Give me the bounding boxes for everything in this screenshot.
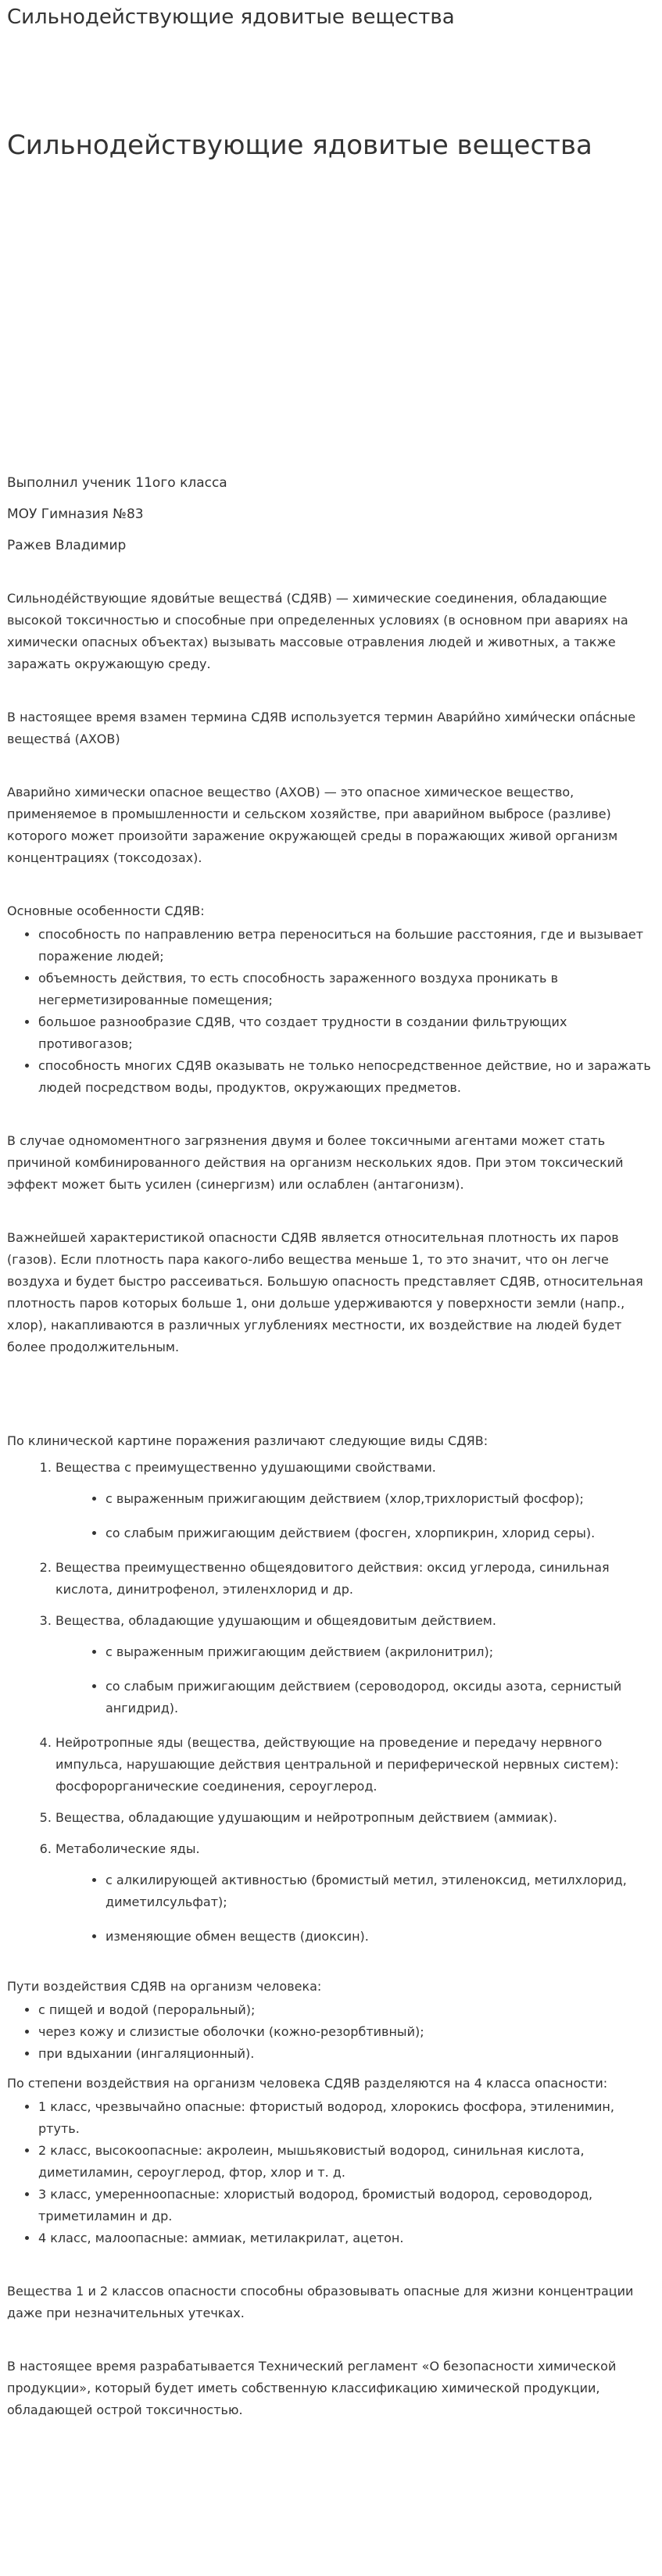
list-item-text: Вещества, обладающие удушающим и общеядовитым действием. bbox=[55, 1613, 496, 1628]
list-item bbox=[55, 1457, 655, 1544]
list-item-text: Метаболические яды. bbox=[55, 1841, 200, 1856]
hazard-classes-label: По степени воздействия на организм человека СДЯВ разделяются на 4 класса опасности: bbox=[7, 2076, 608, 2091]
features-label: Основные особенности СДЯВ: bbox=[7, 903, 205, 918]
exposure-label: Пути воздействия СДЯВ на организм человека: bbox=[7, 1979, 322, 1994]
list-item: • при вдыхании (ингаляционный). bbox=[38, 2043, 655, 2065]
list-item: • с выраженным прижигающим действием (хлор,трихлористый фосфор); bbox=[106, 1488, 655, 1510]
paragraph-combined: В случае одномоментного загрязнения двумя и более токсичными агентами может стать причиной комбинированного действия на организм нескольких ядов. При этом токсический эффект может быть усилен (синергизм) или ослаблен (антагонизм). bbox=[7, 1133, 624, 1192]
sublist bbox=[91, 1488, 655, 1544]
list-item: • через кожу и слизистые оболочки (кожно-резорбтивный); bbox=[38, 2021, 655, 2043]
paragraph-definition: Сильноде́йствующие ядови́тые вещества́ (СДЯВ) — химические соединения, обладающие высокой токсичностью и способные при определенных условиях (в основном при авариях на химически опасных объектах) вызывать массовые отравления людей и животных, а также заражать окружающую среду. bbox=[7, 591, 628, 671]
document-heading: Сильнодействующие ядовитые вещества bbox=[7, 130, 592, 161]
author-line-3: Ражев Владимир bbox=[7, 538, 127, 553]
list-item: • 3 класс, умеренноопасные: хлористый водород, бромистый водород, сероводород, триметиламин и др. bbox=[38, 2184, 655, 2227]
list-item: • 2 класс, высокоопасные: акролеин, мышьяковистый водород, синильная кислота, диметиламин, сероуглерод, фтор, хлор и т. д. bbox=[38, 2140, 655, 2184]
paragraph-leaks: Вещества 1 и 2 классов опасности способны образовывать опасные для жизни концентрации даже при незначительных утечках. bbox=[7, 2284, 634, 2320]
page-title: Сильнодействующие ядовитые вещества bbox=[7, 5, 455, 29]
exposure-list bbox=[7, 1999, 655, 2065]
list-item: 2. Вещества преимущественно общеядовитого действия: оксид углерода, синильная кислота, динитрофенол, этиленхлорид и др. bbox=[55, 1557, 655, 1601]
paragraph-term: В настоящее время взамен термина СДЯВ используется термин Авари́йно хими́чески опа́сные вещества́ (АХОВ) bbox=[7, 710, 636, 746]
clinical-types-list bbox=[7, 1457, 655, 1948]
paragraph-regulation: В настоящее время разрабатывается Технический регламент «О безопасности химической продукции», который будет иметь собственную классификацию химической продукции, обладающей острой токсичностью. bbox=[7, 2359, 617, 2417]
list-item: • большое разнообразие СДЯВ, что создает трудности в создании фильтрующих противогазов; bbox=[38, 1011, 655, 1055]
sublist bbox=[91, 1869, 655, 1948]
list-item bbox=[55, 1838, 655, 1948]
author-block bbox=[7, 474, 655, 555]
features-list bbox=[7, 924, 655, 1099]
list-item: • 1 класс, чрезвычайно опасные: фтористый водород, хлорокись фосфора, этиленимин, ртуть. bbox=[38, 2096, 655, 2140]
image-placeholder bbox=[7, 166, 655, 474]
list-item-text: Вещества с преимущественно удушающими свойствами. bbox=[55, 1460, 436, 1475]
list-item bbox=[55, 1610, 655, 1719]
list-item: • с алкилирующей активностью (бромистый метил, этиленоксид, метилхлорид, диметилсульфат); bbox=[106, 1869, 655, 1913]
list-item: • с выраженным прижигающим действием (акрилонитрил); bbox=[106, 1641, 655, 1663]
list-item: • изменяющие обмен веществ (диоксин). bbox=[106, 1926, 655, 1948]
list-item: 5. Вещества, обладающие удушающим и нейротропным действием (аммиак). bbox=[55, 1807, 655, 1829]
list-item: • с пищей и водой (пероральный); bbox=[38, 1999, 655, 2021]
author-line-1: Выполнил ученик 11ого класса bbox=[7, 475, 227, 491]
list-item: • со слабым прижигающим действием (фосген, хлорпикрин, хлорид серы). bbox=[106, 1522, 655, 1544]
hazard-classes-list bbox=[7, 2096, 655, 2249]
clinical-label: По клинической картине поражения различают следующие виды СДЯВ: bbox=[7, 1433, 488, 1448]
author-line-2: МОУ Гимназия №83 bbox=[7, 506, 144, 522]
paragraph-akhov: Аварийно химически опасное вещество (АХОВ) — это опасное химическое вещество, применяемое в промышленности и сельском хозяйстве, при аварийном выбросе (разливе) которого может произойти заражение окружающей среды в поражающих живой организм концентрациях (токсодозах). bbox=[7, 785, 618, 865]
list-item: • 4 класс, малоопасные: аммиак, метилакрилат, ацетон. bbox=[38, 2227, 655, 2249]
list-item: • объемность действия, то есть способность зараженного воздуха проникать в негерметизированные помещения; bbox=[38, 968, 655, 1011]
list-item: • способность по направлению ветра переноситься на большие расстояния, где и вызывает поражение людей; bbox=[38, 924, 655, 968]
sublist bbox=[91, 1641, 655, 1719]
list-item: • со слабым прижигающим действием (сероводород, оксиды азота, сернистый ангидрид). bbox=[106, 1676, 655, 1719]
list-item: 4. Нейротропные яды (вещества, действующие на проведение и передачу нервного импульса, нарушающие действия центральной и периферической нервных систем): фосфорорганические соединения, сероуглерод. bbox=[55, 1732, 655, 1798]
paragraph-density: Важнейшей характеристикой опасности СДЯВ является относительная плотность их паров (газов). Если плотность пара какого-либо вещества меньше 1, то это значит, что он легче воздуха и будет быстро рассеиваться. Большую опасность представляет СДЯВ, относительная плотность паров которых больше 1, они дольше удерживаются у поверхности земли (напр., хлор), накапливаются в различных углублениях местности, их воздействие на людей будет более продолжительным. bbox=[7, 1230, 643, 1354]
list-item: • способность многих СДЯВ оказывать не только непосредственное действие, но и заражать людей посредством воды, продуктов, окружающих предметов. bbox=[38, 1055, 655, 1099]
